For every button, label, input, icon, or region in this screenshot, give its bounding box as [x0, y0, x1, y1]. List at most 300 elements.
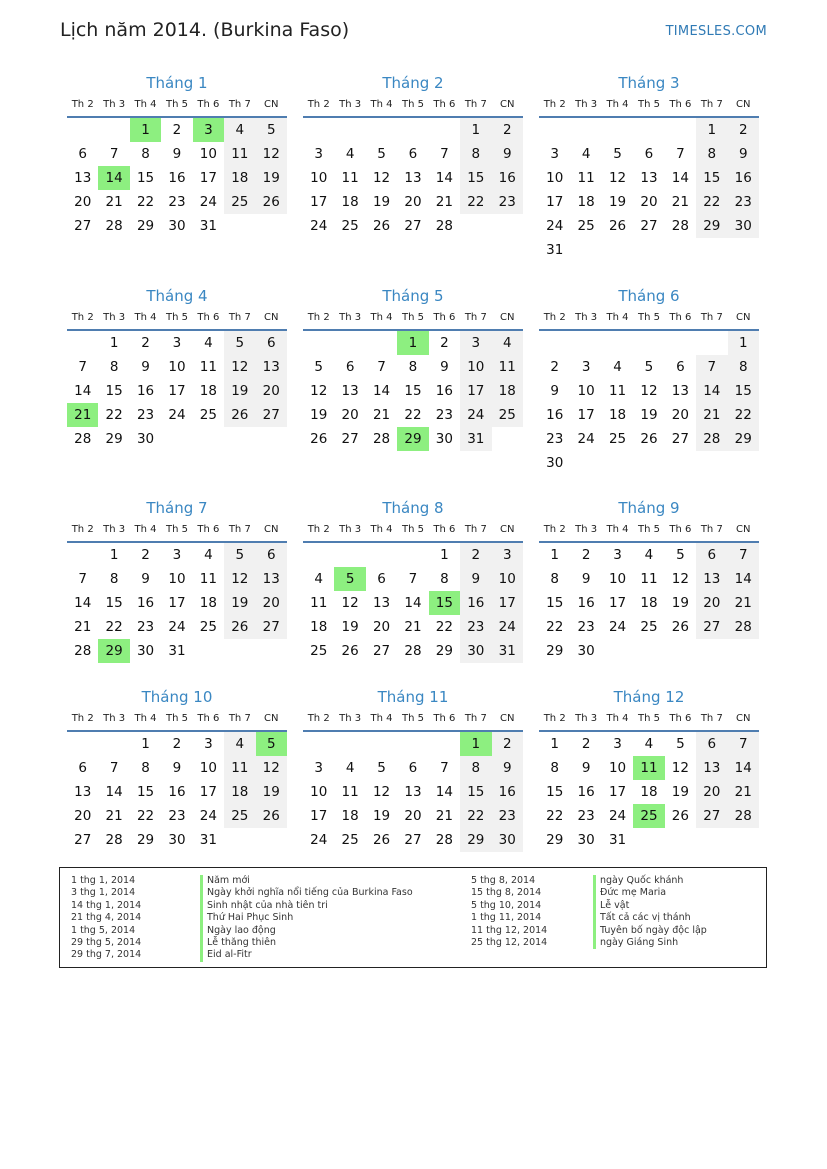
- day-cell: 11: [341, 784, 359, 800]
- day-cell: 10: [608, 571, 627, 587]
- day-cell: 2: [492, 117, 523, 142]
- day-cell: 28: [728, 804, 759, 828]
- weekday-header: Th 3: [334, 97, 365, 117]
- day-cell: 18: [341, 194, 359, 210]
- day-cell: 27: [372, 643, 391, 659]
- empty-cell: [397, 542, 428, 567]
- weekday-header: Th 4: [366, 310, 397, 330]
- day-cell: 7: [78, 359, 87, 375]
- legend-date: 3 thg 1, 2014: [71, 887, 136, 899]
- day-cell: 19: [256, 780, 287, 804]
- day-cell: 4: [492, 330, 523, 355]
- legend-date: 29 thg 5, 2014: [71, 936, 142, 948]
- day-cell: 3: [613, 736, 622, 752]
- weekday-header: Th 2: [303, 310, 334, 330]
- day-cell: 11: [224, 756, 255, 780]
- page-title: Lịch năm 2014. (Burkina Faso): [60, 19, 350, 41]
- legend-names-right: [593, 875, 707, 949]
- day-cell: 18: [640, 784, 658, 800]
- weekday-header: Th 2: [303, 97, 334, 117]
- weekday-header: Th 2: [539, 97, 570, 117]
- day-cell: 25: [341, 832, 359, 848]
- day-cell: 27: [671, 431, 689, 447]
- day-cell: 6: [408, 146, 418, 162]
- empty-cell: [429, 731, 460, 756]
- day-cell: 21: [696, 403, 727, 427]
- day-cell: 13: [256, 355, 287, 379]
- empty-cell: [665, 828, 696, 852]
- day-cell: 11: [199, 571, 217, 587]
- day-cell: 7: [440, 760, 449, 776]
- day-cell: 15: [429, 591, 460, 615]
- day-cell: 5: [224, 542, 255, 567]
- weekday-header: Th 4: [602, 522, 633, 542]
- day-cell: 27: [404, 832, 422, 848]
- day-cell: 10: [310, 170, 328, 186]
- empty-cell: [224, 639, 255, 663]
- day-cell: 6: [256, 330, 287, 355]
- legend-date: 5 thg 8, 2014: [471, 875, 536, 886]
- legend-holiday-name: Thứ Hai Phục Sinh: [200, 912, 413, 924]
- day-cell: 17: [199, 784, 217, 800]
- day-cell: 19: [608, 194, 627, 210]
- day-cell: 14: [98, 166, 129, 190]
- day-cell: 22: [696, 190, 727, 214]
- day-cell: 10: [546, 170, 564, 186]
- day-cell: 17: [577, 407, 595, 423]
- day-cell: 9: [492, 756, 523, 780]
- day-cell: 22: [105, 619, 123, 635]
- day-cell: 17: [310, 194, 328, 210]
- day-cell: 17: [168, 595, 186, 611]
- weekday-header: Th 6: [429, 97, 460, 117]
- day-cell: 10: [310, 784, 328, 800]
- month-title: Tháng 6: [618, 287, 680, 305]
- day-cell: 29: [136, 218, 155, 234]
- day-cell: 18: [224, 780, 255, 804]
- day-cell: 30: [460, 639, 491, 663]
- weekday-header: Th 2: [67, 97, 98, 117]
- day-cell: 26: [256, 804, 287, 828]
- day-cell: 7: [728, 542, 759, 567]
- day-cell: 30: [168, 832, 186, 848]
- day-cell: 3: [172, 547, 182, 563]
- weekday-header: Th 3: [334, 310, 365, 330]
- month-title: Tháng 1: [146, 74, 208, 92]
- day-cell: 26: [671, 808, 689, 824]
- weekday-header: Th 2: [67, 711, 98, 731]
- day-cell: 5: [256, 117, 287, 142]
- day-cell: 17: [546, 194, 564, 210]
- day-cell: 5: [314, 359, 323, 375]
- day-cell: 28: [728, 615, 759, 639]
- day-cell: 9: [172, 760, 182, 776]
- day-cell: 9: [728, 142, 759, 166]
- day-cell: 26: [224, 403, 255, 427]
- day-cell: 3: [204, 736, 213, 752]
- empty-cell: [98, 117, 129, 142]
- day-cell: 14: [671, 170, 689, 186]
- empty-cell: [334, 542, 365, 567]
- weekday-header: Th 2: [303, 711, 334, 731]
- day-cell: 18: [608, 407, 627, 423]
- day-cell: 4: [644, 547, 654, 563]
- day-cell: 23: [546, 431, 564, 447]
- weekday-header: CN: [256, 711, 287, 731]
- day-cell: 6: [256, 542, 287, 567]
- day-cell: 5: [256, 731, 287, 756]
- day-cell: 24: [608, 619, 627, 635]
- day-cell: 6: [696, 542, 727, 567]
- day-cell: 4: [613, 359, 622, 375]
- legend-date: 15 thg 8, 2014: [471, 887, 542, 899]
- day-cell: 9: [581, 760, 591, 776]
- month-grid: [67, 310, 287, 451]
- day-cell: 9: [550, 383, 559, 399]
- month-calendar: [67, 497, 287, 663]
- day-cell: 9: [440, 359, 449, 375]
- day-cell: 28: [435, 218, 453, 234]
- empty-cell: [696, 639, 727, 663]
- weekday-header: Th 5: [397, 711, 428, 731]
- weekday-header: Th 6: [193, 310, 224, 330]
- weekday-header: Th 5: [633, 522, 664, 542]
- empty-cell: [665, 639, 696, 663]
- day-cell: 16: [546, 407, 564, 423]
- month-grid: [303, 97, 523, 238]
- day-cell: 28: [372, 431, 391, 447]
- day-cell: 14: [696, 379, 727, 403]
- weekday-header: Th 3: [570, 97, 601, 117]
- day-cell: 31: [199, 832, 217, 848]
- legend-holiday-name: Tuyên bố ngày độc lập: [593, 925, 707, 937]
- day-cell: 19: [256, 166, 287, 190]
- legend-holiday-name: Eid al-Fitr: [200, 949, 413, 961]
- weekday-header: Th 4: [130, 310, 161, 330]
- day-cell: 6: [696, 731, 727, 756]
- day-cell: 23: [168, 194, 186, 210]
- day-cell: 14: [404, 595, 422, 611]
- legend-date: 1 thg 11, 2014: [471, 912, 542, 924]
- day-cell: 25: [640, 619, 658, 635]
- day-cell: 29: [546, 832, 564, 848]
- empty-cell: [67, 542, 98, 567]
- day-cell: 1: [130, 117, 161, 142]
- day-cell: 26: [341, 643, 359, 659]
- empty-cell: [161, 427, 192, 451]
- day-cell: 29: [397, 427, 428, 451]
- day-cell: 12: [671, 760, 689, 776]
- day-cell: 19: [341, 619, 359, 635]
- day-cell: 12: [608, 170, 627, 186]
- empty-cell: [696, 451, 727, 475]
- day-cell: 16: [168, 170, 186, 186]
- day-cell: 18: [199, 595, 217, 611]
- empty-cell: [728, 238, 759, 262]
- weekday-header: Th 7: [460, 310, 491, 330]
- day-cell: 31: [168, 643, 186, 659]
- empty-cell: [665, 451, 696, 475]
- day-cell: 1: [397, 330, 428, 355]
- day-cell: 7: [78, 571, 87, 587]
- day-cell: 4: [204, 335, 213, 351]
- weekday-header: CN: [256, 310, 287, 330]
- day-cell: 10: [199, 146, 217, 162]
- empty-cell: [334, 731, 365, 756]
- day-cell: 12: [224, 567, 255, 591]
- day-cell: 20: [372, 619, 391, 635]
- day-cell: 1: [109, 547, 119, 563]
- day-cell: 11: [341, 170, 359, 186]
- day-cell: 1: [460, 731, 491, 756]
- day-cell: 30: [577, 832, 595, 848]
- day-cell: 25: [199, 407, 217, 423]
- day-cell: 22: [546, 808, 564, 824]
- day-cell: 13: [640, 170, 658, 186]
- day-cell: 1: [696, 117, 727, 142]
- weekday-header: Th 5: [161, 97, 192, 117]
- day-cell: 29: [98, 639, 129, 663]
- month-title: Tháng 4: [146, 287, 208, 305]
- day-cell: 20: [404, 808, 422, 824]
- day-cell: 2: [172, 122, 182, 138]
- day-cell: 22: [728, 403, 759, 427]
- day-cell: 25: [608, 431, 627, 447]
- day-cell: 6: [345, 359, 355, 375]
- day-cell: 28: [404, 643, 422, 659]
- day-cell: 30: [728, 214, 759, 238]
- day-cell: 25: [224, 804, 255, 828]
- month-calendar: [303, 72, 523, 238]
- day-cell: 26: [256, 190, 287, 214]
- day-cell: 16: [136, 595, 155, 611]
- day-cell: 8: [728, 355, 759, 379]
- month-grid: [67, 711, 287, 852]
- day-cell: 26: [640, 431, 658, 447]
- day-cell: 16: [168, 784, 186, 800]
- day-cell: 27: [74, 832, 92, 848]
- day-cell: 23: [136, 619, 155, 635]
- legend-date: 25 thg 12, 2014: [471, 936, 548, 948]
- day-cell: 24: [577, 431, 595, 447]
- day-cell: 5: [224, 330, 255, 355]
- weekday-header: Th 3: [98, 97, 129, 117]
- day-cell: 14: [435, 784, 453, 800]
- weekday-header: Th 5: [161, 711, 192, 731]
- day-cell: 7: [109, 760, 119, 776]
- day-cell: 31: [492, 639, 523, 663]
- weekday-header: Th 4: [366, 711, 397, 731]
- day-cell: 26: [608, 218, 627, 234]
- day-cell: 27: [256, 403, 287, 427]
- month-grid: [539, 97, 759, 262]
- legend-holiday-name: Sinh nhật của nhà tiên tri: [200, 900, 413, 912]
- day-cell: 28: [105, 832, 123, 848]
- day-cell: 25: [310, 643, 328, 659]
- day-cell: 2: [141, 335, 150, 351]
- day-cell: 7: [109, 146, 119, 162]
- day-cell: 11: [199, 359, 217, 375]
- empty-cell: [602, 117, 633, 142]
- day-cell: 21: [728, 780, 759, 804]
- day-cell: 25: [492, 403, 523, 427]
- day-cell: 17: [492, 591, 523, 615]
- day-cell: 14: [435, 170, 453, 186]
- day-cell: 24: [199, 194, 217, 210]
- weekday-header: Th 3: [98, 522, 129, 542]
- day-cell: 7: [728, 731, 759, 756]
- weekday-header: Th 7: [696, 711, 727, 731]
- day-cell: 29: [696, 214, 727, 238]
- month-calendar: [539, 497, 759, 663]
- day-cell: 11: [577, 170, 595, 186]
- empty-cell: [665, 117, 696, 142]
- day-cell: 23: [492, 190, 523, 214]
- empty-cell: [696, 238, 727, 262]
- empty-cell: [602, 330, 633, 355]
- day-cell: 12: [256, 756, 287, 780]
- day-cell: 15: [546, 784, 564, 800]
- weekday-header: Th 3: [570, 711, 601, 731]
- month-calendar: [303, 686, 523, 852]
- day-cell: 19: [310, 407, 328, 423]
- day-cell: 2: [440, 335, 449, 351]
- month-calendar: [303, 497, 523, 663]
- day-cell: 30: [168, 218, 186, 234]
- day-cell: 15: [105, 383, 123, 399]
- month-calendar: [539, 686, 759, 852]
- empty-cell: [665, 330, 696, 355]
- day-cell: 16: [136, 383, 155, 399]
- empty-cell: [602, 451, 633, 475]
- day-cell: 22: [105, 407, 123, 423]
- weekday-header: Th 4: [602, 97, 633, 117]
- day-cell: 19: [640, 407, 658, 423]
- empty-cell: [224, 828, 255, 852]
- day-cell: 8: [141, 760, 150, 776]
- day-cell: 10: [608, 760, 627, 776]
- legend-date: 14 thg 1, 2014: [71, 899, 142, 911]
- day-cell: 30: [435, 431, 453, 447]
- day-cell: 7: [377, 359, 386, 375]
- weekday-header: Th 7: [224, 97, 255, 117]
- day-cell: 2: [492, 731, 523, 756]
- month-title: Tháng 7: [146, 499, 208, 517]
- weekday-header: Th 4: [602, 711, 633, 731]
- weekday-header: Th 2: [67, 310, 98, 330]
- month-title: Tháng 2: [382, 74, 444, 92]
- day-cell: 12: [256, 142, 287, 166]
- day-cell: 31: [546, 242, 564, 258]
- day-cell: 26: [372, 218, 391, 234]
- weekday-header: CN: [492, 522, 523, 542]
- day-cell: 13: [74, 170, 92, 186]
- month-title: Tháng 9: [618, 499, 680, 517]
- month-grid: [303, 711, 523, 852]
- day-cell: 29: [728, 427, 759, 451]
- day-cell: 20: [671, 407, 689, 423]
- day-cell: 23: [460, 615, 491, 639]
- empty-cell: [366, 542, 397, 567]
- day-cell: 3: [460, 330, 491, 355]
- day-cell: 30: [136, 431, 155, 447]
- day-cell: 17: [460, 379, 491, 403]
- weekday-header: Th 4: [130, 522, 161, 542]
- day-cell: 5: [377, 146, 386, 162]
- weekday-header: Th 6: [665, 310, 696, 330]
- day-cell: 16: [492, 166, 523, 190]
- day-cell: 21: [105, 194, 123, 210]
- day-cell: 6: [408, 760, 418, 776]
- day-cell: 2: [550, 359, 559, 375]
- day-cell: 8: [408, 359, 418, 375]
- day-cell: 26: [224, 615, 255, 639]
- day-cell: 20: [74, 808, 92, 824]
- weekday-header: Th 5: [633, 310, 664, 330]
- day-cell: 23: [435, 407, 453, 423]
- day-cell: 20: [696, 591, 727, 615]
- weekday-header: Th 5: [161, 310, 192, 330]
- weekday-header: Th 6: [665, 522, 696, 542]
- day-cell: 19: [671, 784, 689, 800]
- weekday-header: Th 7: [460, 711, 491, 731]
- legend-date: 11 thg 12, 2014: [471, 924, 548, 936]
- month-grid: [67, 522, 287, 663]
- day-cell: 10: [168, 571, 186, 587]
- empty-cell: [303, 542, 334, 567]
- weekday-header: Th 4: [130, 711, 161, 731]
- month-calendar: [67, 285, 287, 451]
- day-cell: 29: [105, 431, 123, 447]
- empty-cell: [539, 117, 570, 142]
- empty-cell: [334, 117, 365, 142]
- day-cell: 13: [671, 383, 689, 399]
- day-cell: 18: [341, 808, 359, 824]
- legend-holiday-name: ngày Quốc khánh: [593, 875, 707, 887]
- day-cell: 27: [74, 218, 92, 234]
- day-cell: 1: [550, 736, 559, 752]
- day-cell: 16: [460, 591, 491, 615]
- day-cell: 10: [492, 567, 523, 591]
- weekday-header: Th 6: [429, 711, 460, 731]
- day-cell: 6: [644, 146, 654, 162]
- day-cell: 7: [408, 571, 418, 587]
- weekday-header: Th 3: [570, 310, 601, 330]
- day-cell: 23: [492, 804, 523, 828]
- weekday-header: Th 6: [429, 310, 460, 330]
- month-calendar: [539, 285, 759, 475]
- weekday-header: CN: [728, 522, 759, 542]
- month-calendar: [303, 285, 523, 451]
- day-cell: 10: [168, 359, 186, 375]
- month-grid: [539, 310, 759, 475]
- month-grid: [539, 711, 759, 852]
- legend-date: 29 thg 7, 2014: [71, 949, 142, 961]
- day-cell: 21: [671, 194, 689, 210]
- weekday-header: Th 3: [334, 522, 365, 542]
- day-cell: 5: [676, 736, 685, 752]
- site-link[interactable]: TIMESLES.COM: [665, 24, 767, 39]
- day-cell: 18: [310, 619, 328, 635]
- day-cell: 4: [204, 547, 213, 563]
- day-cell: 16: [435, 383, 453, 399]
- month-calendar: [67, 72, 287, 238]
- empty-cell: [696, 330, 727, 355]
- day-cell: 19: [224, 379, 255, 403]
- legend-holiday-name: Ngày lao động: [200, 925, 413, 937]
- empty-cell: [696, 828, 727, 852]
- empty-cell: [728, 451, 759, 475]
